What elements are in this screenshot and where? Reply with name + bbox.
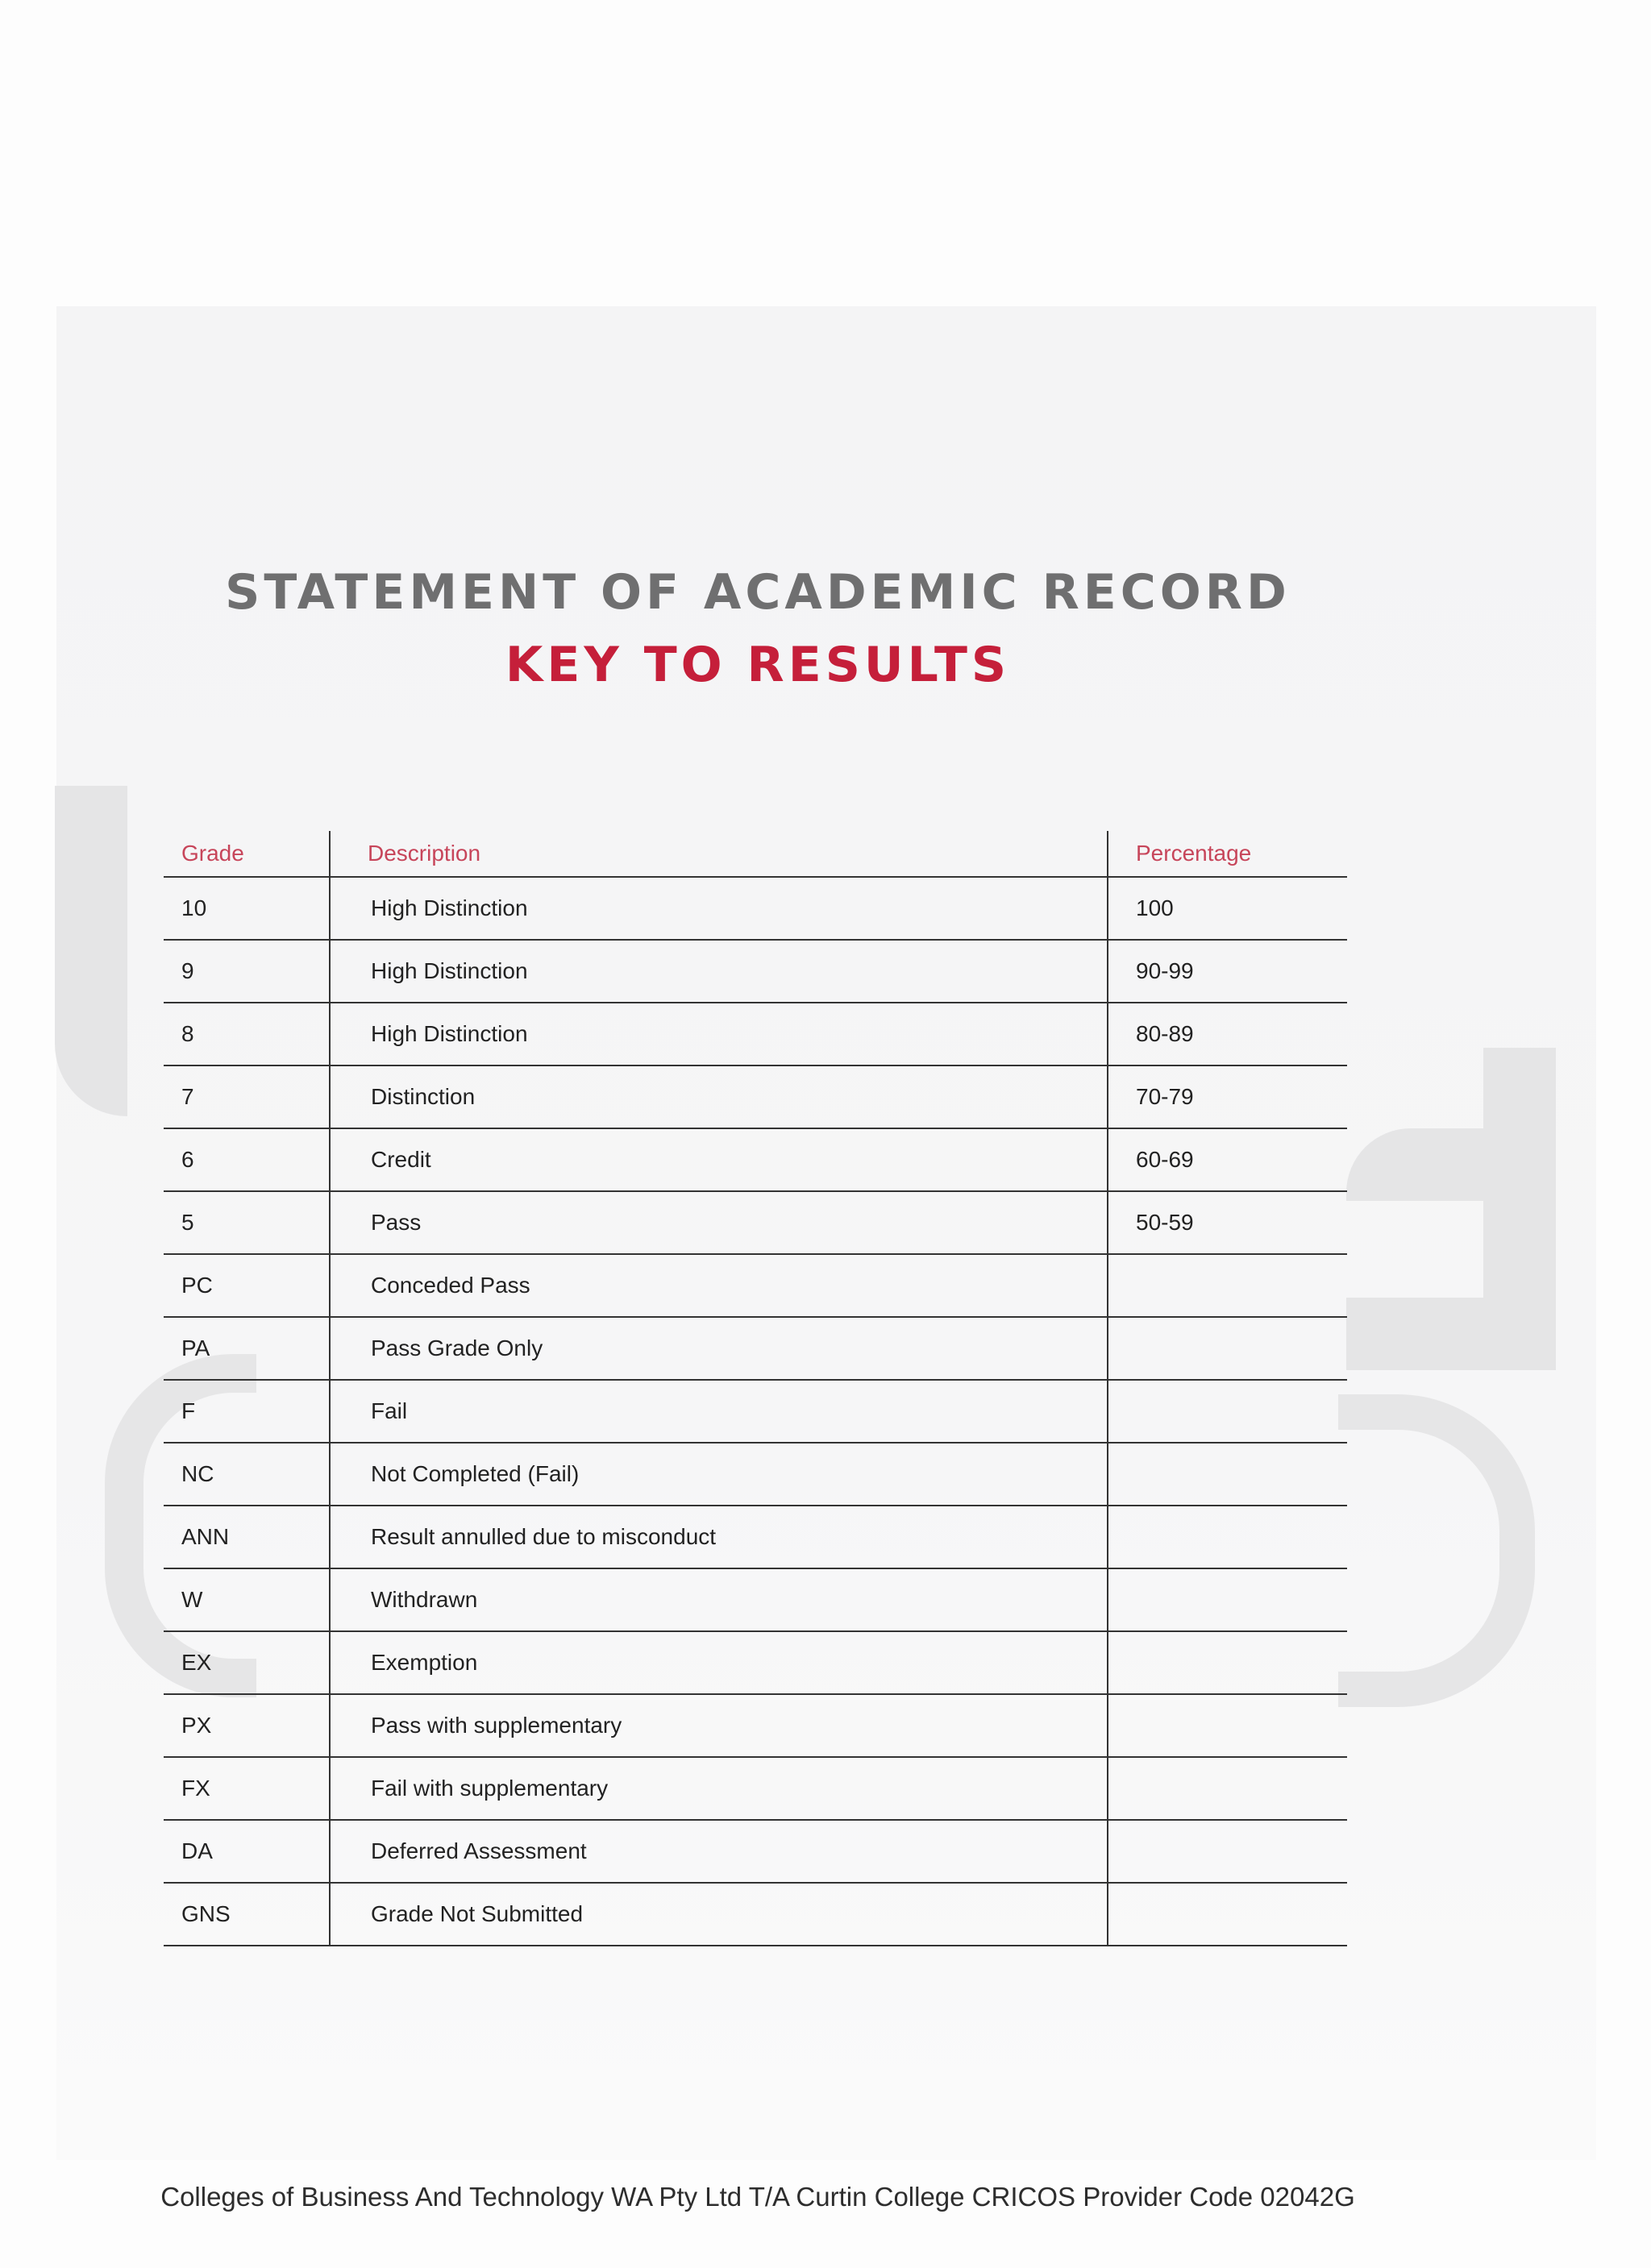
cell-percentage [1108,1254,1347,1317]
footer-provider-text: Colleges of Business And Technology WA Pty Ltd T/A Curtin College CRICOS Provider Code 02042G [160,2182,1355,2212]
cell-percentage [1108,1380,1347,1443]
table-row [164,1254,1347,1317]
cell-grade: 7 [164,1065,330,1128]
table-row [164,1380,1347,1443]
cell-grade: NC [164,1443,330,1506]
table-row [164,940,1347,1003]
cell-percentage: 90-99 [1108,940,1347,1003]
cell-grade: EX [164,1631,330,1694]
document-title: STATEMENT OF ACADEMIC RECORD [225,564,1291,621]
cell-grade: 5 [164,1191,330,1254]
cell-description: High Distinction [330,877,1108,940]
header-grade: Grade [164,831,330,877]
cell-description: Exemption [330,1631,1108,1694]
cell-grade: 6 [164,1128,330,1191]
cell-percentage: 100 [1108,877,1347,940]
cell-percentage: 80-89 [1108,1003,1347,1065]
cell-grade: 8 [164,1003,330,1065]
cell-grade: PA [164,1317,330,1380]
cell-percentage [1108,1506,1347,1568]
cell-grade: ANN [164,1506,330,1568]
cell-percentage [1108,1443,1347,1506]
table-row [164,1443,1347,1506]
table-row [164,1065,1347,1128]
table-row [164,1631,1347,1694]
watermark-shape-left [55,786,127,1116]
cell-description: Grade Not Submitted [330,1883,1108,1946]
cell-description: Result annulled due to misconduct [330,1506,1108,1568]
cell-grade: DA [164,1820,330,1883]
cell-description: Credit [330,1128,1108,1191]
cell-percentage [1108,1568,1347,1631]
table-row [164,1820,1347,1883]
cell-percentage [1108,1317,1347,1380]
document-subtitle: KEY TO RESULTS [505,637,1011,693]
cell-grade: 10 [164,877,330,940]
cell-description: Not Completed (Fail) [330,1443,1108,1506]
cell-percentage [1108,1694,1347,1757]
cell-description: Pass Grade Only [330,1317,1108,1380]
cell-description: Pass [330,1191,1108,1254]
cell-grade: PC [164,1254,330,1317]
cell-grade: GNS [164,1883,330,1946]
cell-percentage [1108,1631,1347,1694]
header-description: Description [330,831,1108,877]
table-header-row [164,831,1347,877]
watermark-shape-right-mid [1346,1298,1556,1370]
header-percentage: Percentage [1108,831,1347,877]
watermark-shape-right-top [1346,1128,1532,1201]
cell-percentage [1108,1757,1347,1820]
cell-percentage: 70-79 [1108,1065,1347,1128]
cell-description: Conceded Pass [330,1254,1108,1317]
cell-description: Fail with supplementary [330,1757,1108,1820]
table-row [164,877,1347,940]
cell-description: Pass with supplementary [330,1694,1108,1757]
cell-grade: W [164,1568,330,1631]
table-row [164,1568,1347,1631]
table-row [164,1128,1347,1191]
cell-description: Fail [330,1380,1108,1443]
cell-description: Distinction [330,1065,1108,1128]
cell-grade: FX [164,1757,330,1820]
cell-grade: F [164,1380,330,1443]
cell-grade: 9 [164,940,330,1003]
table-row [164,1317,1347,1380]
table-row [164,1003,1347,1065]
cell-percentage [1108,1883,1347,1946]
cell-description: Withdrawn [330,1568,1108,1631]
table-row [164,1757,1347,1820]
cell-description: High Distinction [330,940,1108,1003]
table-row [164,1506,1347,1568]
key-to-results-table [164,831,1347,1946]
table-row [164,1883,1347,1946]
table-row [164,1694,1347,1757]
cell-percentage [1108,1820,1347,1883]
cell-description: High Distinction [330,1003,1108,1065]
table-row [164,1191,1347,1254]
cell-percentage: 50-59 [1108,1191,1347,1254]
cell-grade: PX [164,1694,330,1757]
cell-percentage: 60-69 [1108,1128,1347,1191]
cell-description: Deferred Assessment [330,1820,1108,1883]
